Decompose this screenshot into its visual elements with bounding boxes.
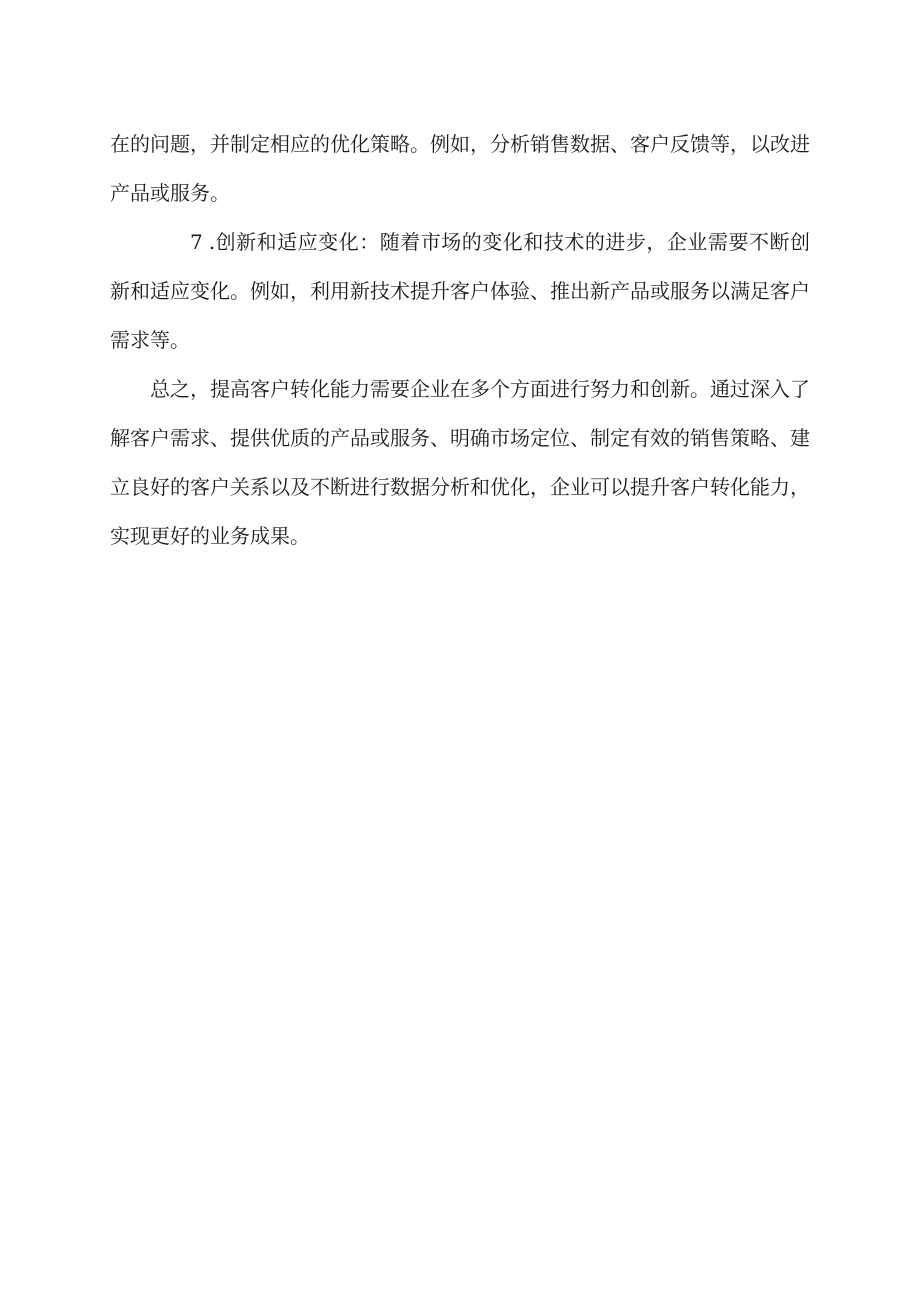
- list-item-number: 7: [190, 230, 203, 254]
- document-body: [110, 120, 810, 561]
- list-item-text: .创新和适应变化：随着市场的变化和技术的进步，企业需要不断创新和适应变化。例如，利用新技术提升客户体验、推出新产品或服务以满足客户需求等。: [110, 230, 810, 352]
- paragraph-item-7: [110, 218, 810, 365]
- paragraph-summary: 总之，提高客户转化能力需要企业在多个方面进行努力和创新。通过深入了解客户需求、提供优质的产品或服务、明确市场定位、制定有效的销售策略、建立良好的客户关系以及不断进行数据分析和优化，企业可以提升客户转化能力，实现更好的业务成果。: [110, 377, 810, 548]
- paragraph-continuation: 在的问题，并制定相应的优化策略。例如，分析销售数据、客户反馈等，以改进产品或服务。: [110, 132, 810, 205]
